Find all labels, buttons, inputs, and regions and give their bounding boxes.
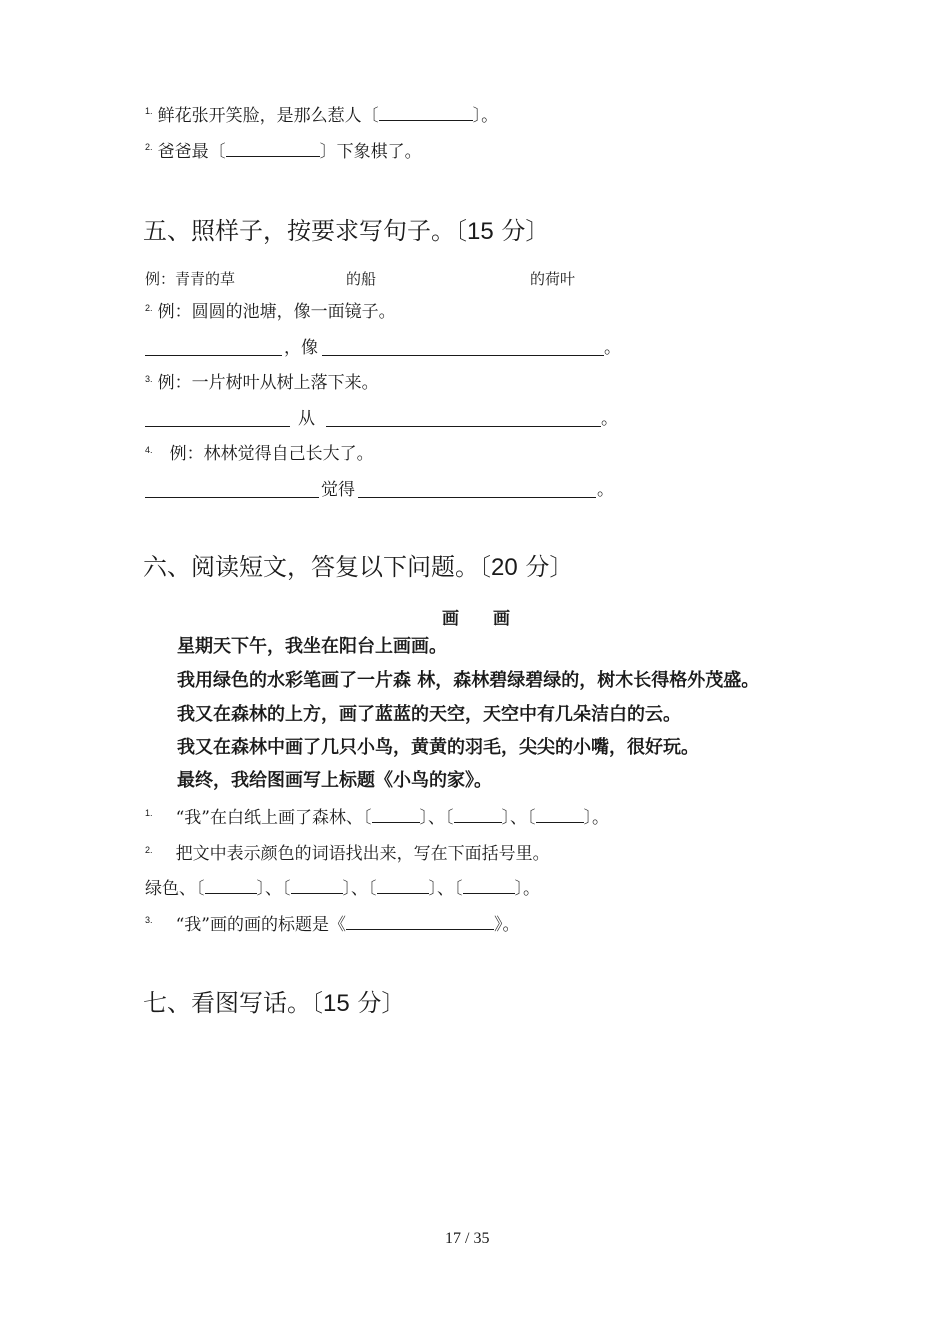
section6-q1 bbox=[145, 807, 609, 828]
question-end: 〕。 bbox=[583, 808, 609, 828]
section6-q3 bbox=[145, 914, 520, 935]
answer-line[interactable] bbox=[145, 426, 290, 427]
heading-points: 15 bbox=[467, 218, 494, 245]
heading-end: 分〕 bbox=[349, 989, 406, 1017]
heading-text: 七、看图写话。〔 bbox=[143, 989, 323, 1017]
example-b: 的船 bbox=[346, 270, 377, 288]
separator: 〕、〔 bbox=[256, 879, 291, 899]
answer-end: 〕。 bbox=[514, 879, 540, 899]
section6-q2-answer bbox=[145, 878, 540, 899]
question-number: 1. bbox=[145, 808, 153, 818]
story-title: 画 画 bbox=[442, 609, 510, 629]
separator: 〕、〔 bbox=[342, 879, 377, 899]
answer-line[interactable] bbox=[145, 355, 282, 356]
page-number: 17 / 35 bbox=[445, 1230, 490, 1247]
answer-prefix: 绿色、〔 bbox=[145, 879, 205, 899]
example-c: 的荷叶 bbox=[530, 270, 576, 288]
question-text-end: 〕下象棋了。 bbox=[319, 142, 422, 162]
question-text: “我”在白纸上画了森林、〔 bbox=[175, 808, 372, 828]
story-paragraph-1: 星期天下午，我坐在阳台上画画。 bbox=[177, 636, 447, 657]
example-a: 例：青青的草 bbox=[145, 270, 236, 288]
answer-blank[interactable] bbox=[536, 807, 584, 823]
question-2 bbox=[145, 141, 422, 162]
question-text: 把文中表示颜色的词语找出来，写在下面括号里。 bbox=[175, 844, 550, 864]
heading-points: 15 bbox=[323, 990, 350, 1017]
heading-end: 分〕 bbox=[517, 553, 574, 581]
section-7-heading bbox=[143, 988, 405, 1019]
question-end: 》。 bbox=[494, 915, 520, 935]
section-5-heading bbox=[143, 216, 549, 247]
answer-line[interactable] bbox=[326, 426, 601, 427]
story-paragraph-4: 我又在森林中画了几只小鸟，黄黄的羽毛，尖尖的小嘴，很好玩。 bbox=[177, 737, 699, 758]
answer-blank[interactable] bbox=[377, 878, 429, 894]
question-number: 2. bbox=[145, 845, 153, 855]
answer-blank[interactable] bbox=[346, 914, 494, 930]
sentence-connector: 觉得 bbox=[321, 480, 355, 500]
question-text: 爸爸最〔 bbox=[157, 142, 226, 162]
answer-blank[interactable] bbox=[463, 878, 515, 894]
answer-line[interactable] bbox=[358, 497, 596, 498]
sentence-end: 。 bbox=[604, 338, 621, 358]
sentence-end: 。 bbox=[601, 409, 618, 429]
section-6-heading bbox=[143, 552, 573, 583]
question-number: 3. bbox=[145, 374, 153, 384]
heading-points: 20 bbox=[491, 554, 518, 581]
answer-blank[interactable] bbox=[226, 141, 320, 157]
section6-q2 bbox=[145, 844, 550, 864]
story-paragraph-3: 我又在森林的上方，画了蓝蓝的天空，天空中有几朵洁白的云。 bbox=[177, 704, 681, 725]
sentence-end: 。 bbox=[597, 480, 614, 500]
answer-blank[interactable] bbox=[291, 878, 343, 894]
heading-end: 分〕 bbox=[493, 217, 550, 245]
section5-q3 bbox=[145, 373, 379, 393]
heading-text: 五、照样子，按要求写句子。〔 bbox=[143, 217, 467, 245]
answer-line[interactable] bbox=[322, 355, 604, 356]
story-paragraph-2: 我用绿色的水彩笔画了一片森 林，森林碧绿碧绿的，树木长得格外茂盛。 bbox=[177, 670, 760, 691]
example-sentence: 例：林林觉得自己长大了。 bbox=[169, 444, 374, 464]
separator: 〕、〔 bbox=[419, 808, 454, 828]
answer-blank[interactable] bbox=[379, 105, 473, 121]
separator: 〕、〔 bbox=[428, 879, 463, 899]
section5-q2 bbox=[145, 302, 396, 322]
example-sentence: 例：一片树叶从树上落下来。 bbox=[157, 373, 379, 393]
question-text-end: 〕。 bbox=[472, 106, 499, 126]
question-text: “我”画的画的标题是《 bbox=[175, 915, 346, 935]
question-number: 3. bbox=[145, 915, 153, 925]
answer-blank[interactable] bbox=[372, 807, 420, 823]
separator: 〕、〔 bbox=[501, 808, 536, 828]
answer-line[interactable] bbox=[145, 497, 319, 498]
question-number: 1. bbox=[145, 106, 153, 116]
story-paragraph-5: 最终，我给图画写上标题《小鸟的家》。 bbox=[177, 770, 492, 791]
question-number: 4. bbox=[145, 445, 153, 455]
answer-blank[interactable] bbox=[454, 807, 502, 823]
question-number: 2. bbox=[145, 142, 153, 152]
heading-text: 六、阅读短文，答复以下问题。〔 bbox=[143, 553, 491, 581]
question-1 bbox=[145, 105, 498, 126]
example-sentence: 例：圆圆的池塘，像一面镜子。 bbox=[157, 302, 396, 322]
answer-blank[interactable] bbox=[205, 878, 257, 894]
sentence-connector: 从 bbox=[298, 409, 315, 429]
section5-q4 bbox=[145, 444, 374, 464]
sentence-connector: ，像 bbox=[284, 338, 318, 358]
question-number: 2. bbox=[145, 303, 153, 313]
question-text: 鲜花张开笑脸，是那么惹人〔 bbox=[157, 106, 379, 126]
